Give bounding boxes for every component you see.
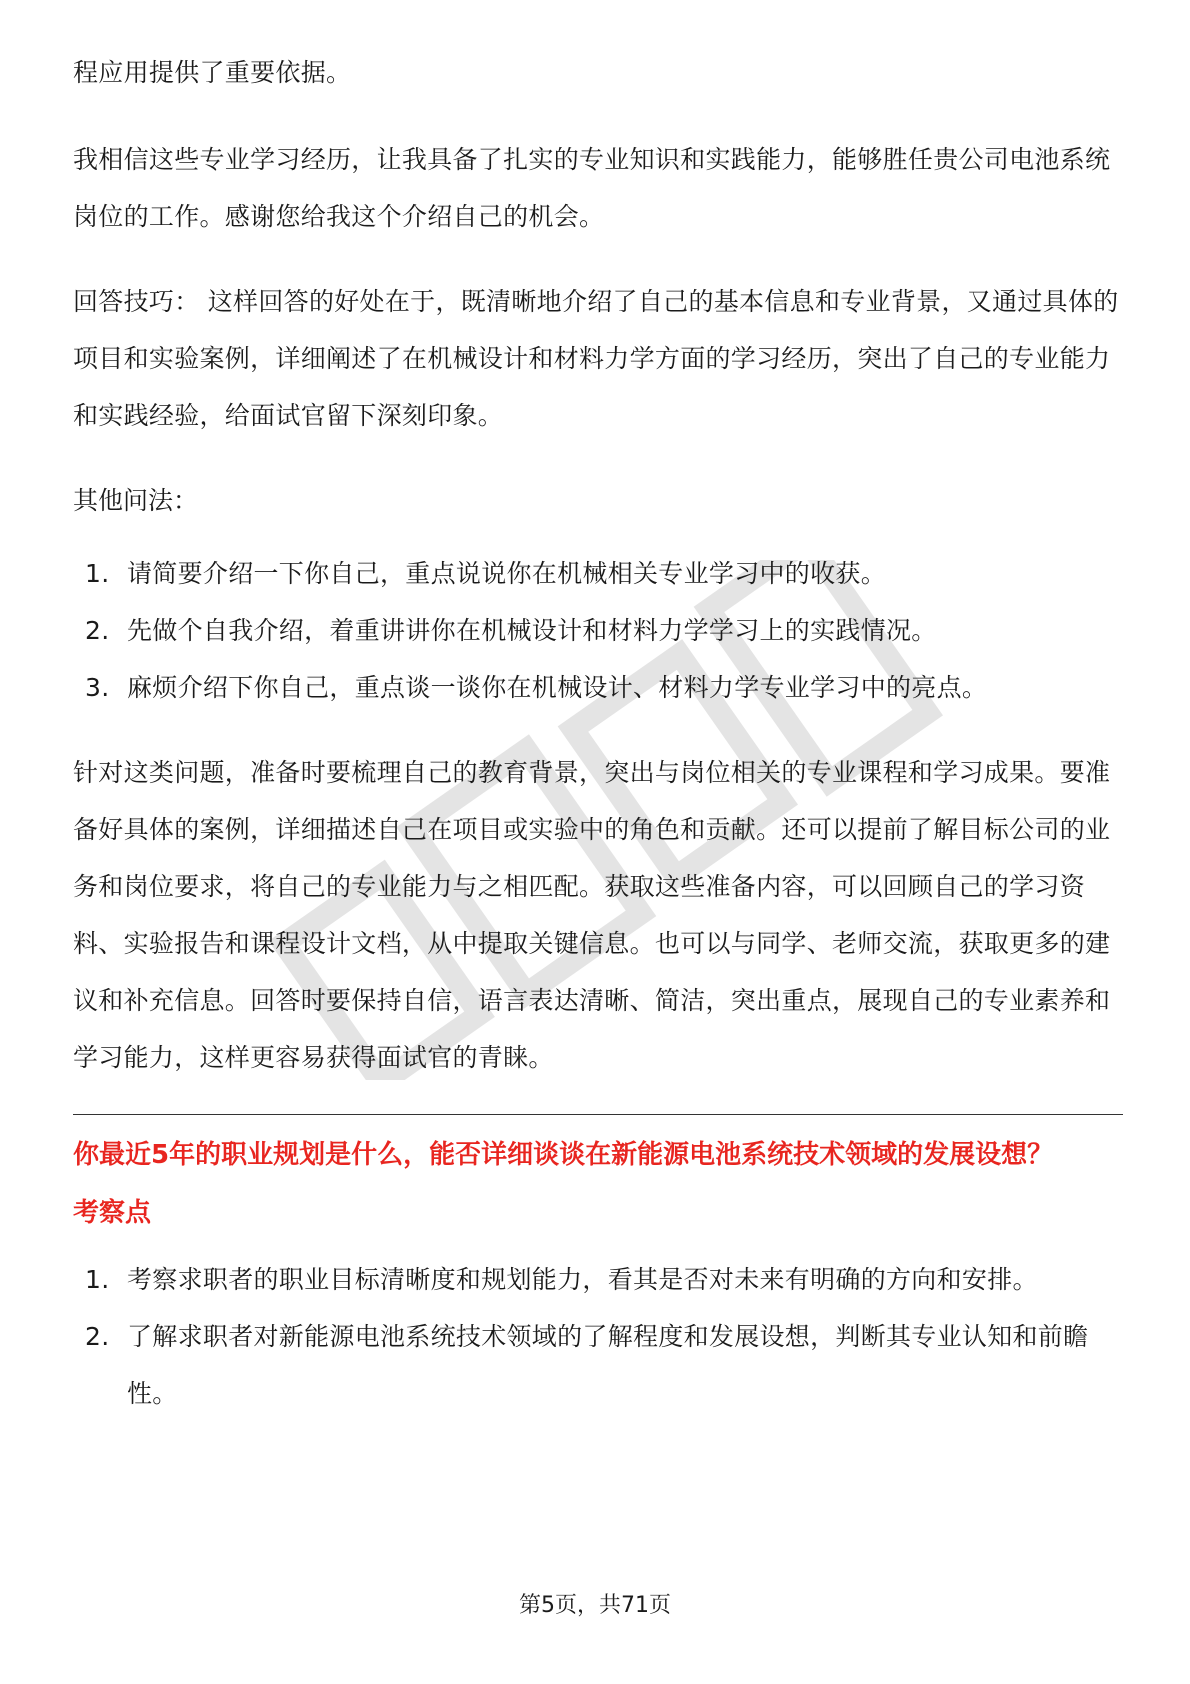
list-item xyxy=(73,1251,1123,1308)
list-number: 1. xyxy=(85,559,110,588)
list-number: 3. xyxy=(85,673,110,702)
list-item xyxy=(73,602,1123,659)
list-text: 先做个自我介绍，着重讲讲你在机械设计和材料力学学习上的实践情况。 xyxy=(127,616,937,645)
paragraph-continuation: 程应用提供了重要依据。 xyxy=(73,58,352,87)
list-text: 考察求职者的职业目标清晰度和规划能力，看其是否对未来有明确的方向和安排。 xyxy=(127,1265,1038,1294)
list-number: 2. xyxy=(85,616,110,645)
list-number: 1. xyxy=(85,1265,110,1294)
list-text: 请简要介绍一下你自己，重点说说你在机械相关专业学习中的收获。 xyxy=(127,559,887,588)
paragraph-preparation-advice: 针对这类问题，准备时要梳理自己的教育背景，突出与岗位相关的专业课程和学习成果。要准备好具体的案例，详细描述自己在项目或实验中的角色和贡献。还可以提前了解目标公司的业务和岗位要求，将自己的专业能力与之相匹配。获取这些准备内容，可以回顾自己的学习资料、实验报告和课程设计文档，从中提取关键信息。也可以与同学、老师交流，获取更多的建议和补充信息。回答时要保持自信，语言表达清晰、简洁，突出重点，展现自己的专业素养和学习能力，这样更容易获得面试官的青睐。 xyxy=(73,758,1111,1072)
page-content xyxy=(73,44,1123,1422)
list-number: 2. xyxy=(85,1322,110,1351)
paragraph-closing: 我相信这些专业学习经历，让我具备了扎实的专业知识和实践能力，能够胜任贵公司电池系统岗位的工作。感谢您给我这个介绍自己的机会。 xyxy=(73,145,1111,231)
section-divider xyxy=(73,1114,1123,1115)
other-questions-list xyxy=(73,545,1123,716)
assessment-points-list xyxy=(73,1251,1123,1422)
list-text: 麻烦介绍下你自己，重点谈一谈你在机械设计、材料力学专业学习中的亮点。 xyxy=(127,673,988,702)
list-item xyxy=(73,1308,1123,1422)
paragraph-answer-tips: 回答技巧： 这样回答的好处在于，既清晰地介绍了自己的基本信息和专业背景，又通过具体的项目和实验案例，详细阐述了在机械设计和材料力学方面的学习经历，突出了自己的专业能力和实践经验，给面试官留下深刻印象。 xyxy=(73,287,1119,430)
list-text: 了解求职者对新能源电池系统技术领域的了解程度和发展设想，判断其专业认知和前瞻性。 xyxy=(127,1322,1089,1408)
other-questions-label: 其他问法： xyxy=(73,486,199,515)
question-title: 你最近5年的职业规划是什么，能否详细谈谈在新能源电池系统技术领域的发展设想？ xyxy=(73,1140,1054,1170)
assessment-points-heading: 考察点 xyxy=(73,1198,152,1228)
list-item xyxy=(73,659,1123,716)
list-item xyxy=(73,545,1123,602)
page-number-footer: 第5页，共71页 xyxy=(519,1593,671,1618)
